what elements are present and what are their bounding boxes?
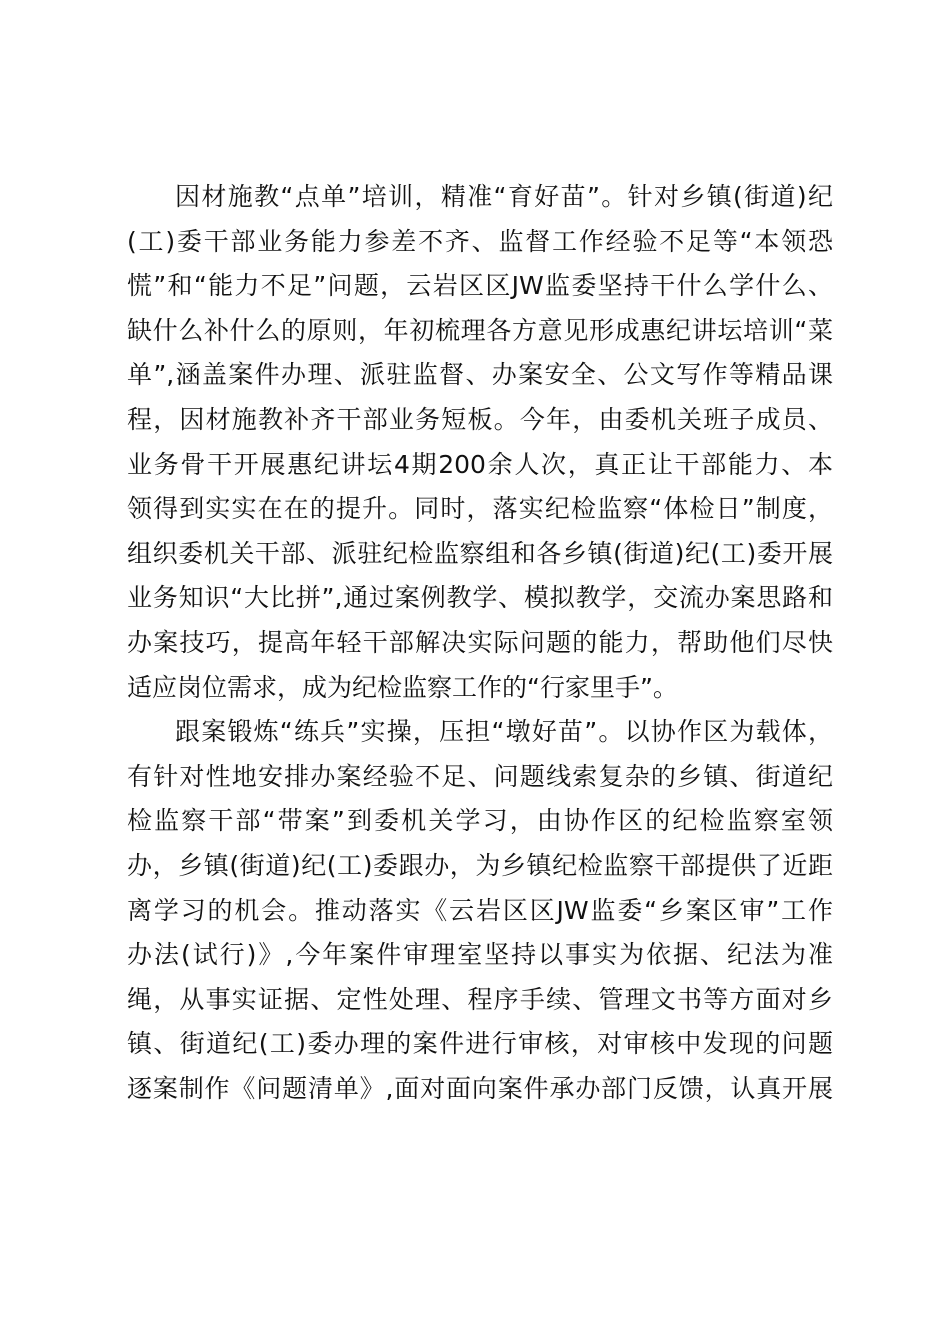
paragraph-line: 单”,涵盖案件办理、派驻监督、办案安全、公文写作等精品课 — [127, 360, 833, 390]
paragraph-line: 组织委机关干部、派驻纪检监察组和各乡镇(街道)纪(工)委开展 — [127, 538, 833, 568]
document-body — [127, 175, 833, 1111]
paragraph-line: 业务知识“大比拼”,通过案例教学、模拟教学，交流办案思路和 — [127, 583, 833, 613]
paragraph-line: 跟案锻炼“练兵”实操，压担“墩好苗”。以协作区为载体， — [175, 717, 833, 747]
paragraph-line: 逐案制作《问题清单》,面对面向案件承办部门反馈，认真开展 — [127, 1073, 833, 1103]
paragraph-line: 办，乡镇(街道)纪(工)委跟办，为乡镇纪检监察干部提供了近距 — [127, 850, 833, 880]
paragraph-line: 领得到实实在在的提升。同时，落实纪检监察“体检日”制度， — [127, 494, 833, 524]
paragraph-line: 检监察干部“带案”到委机关学习，由协作区的纪检监察室领 — [127, 806, 833, 836]
paragraph-case-practice — [127, 710, 833, 1111]
paragraph-line: 有针对性地安排办案经验不足、问题线索复杂的乡镇、街道纪 — [127, 761, 833, 791]
paragraph-line: 程，因材施教补齐干部业务短板。今年，由委机关班子成员、 — [127, 404, 833, 434]
paragraph-line: 慌”和“能力不足”问题，云岩区区JW监委坚持干什么学什么、 — [127, 271, 833, 301]
paragraph-line: 镇、街道纪(工)委办理的案件进行审核，对审核中发现的问题 — [127, 1029, 833, 1059]
paragraph-line: 因材施教“点单”培训，精准“育好苗”。针对乡镇(街道)纪 — [175, 182, 833, 211]
paragraph-line: 办案技巧，提高年轻干部解决实际问题的能力，帮助他们尽快 — [127, 627, 833, 657]
paragraph-line: 缺什么补什么的原则，年初梳理各方意见形成惠纪讲坛培训“菜 — [127, 315, 833, 345]
paragraph-line: 绳，从事实证据、定性处理、程序手续、管理文书等方面对乡 — [127, 984, 833, 1014]
paragraph-line: 离学习的机会。推动落实《云岩区区JW监委“乡案区审”工作 — [127, 895, 833, 925]
paragraph-training — [127, 175, 833, 710]
paragraph-line: (工)委干部业务能力参差不齐、监督工作经验不足等“本领恐 — [127, 226, 833, 256]
paragraph-line: 办法(试行)》,今年案件审理室坚持以事实为依据、纪法为准 — [127, 940, 833, 970]
paragraph-line: 业务骨干开展惠纪讲坛4期200余人次，真正让干部能力、本 — [127, 449, 833, 479]
paragraph-line: 适应岗位需求，成为纪检监察工作的“行家里手”。 — [127, 672, 678, 702]
